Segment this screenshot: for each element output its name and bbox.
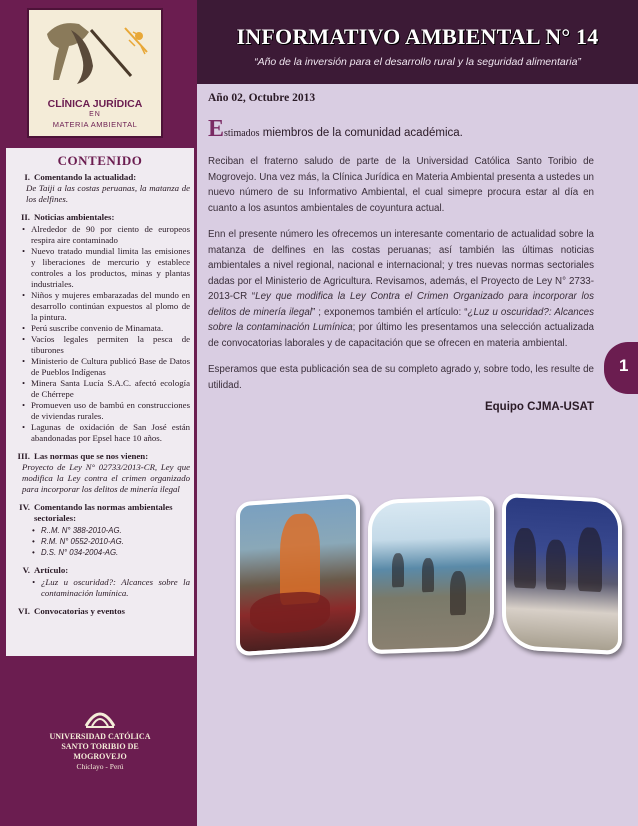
- toc-text: Proyecto de Ley N° 02733/2013-CR, Ley que modifica la Ley contra el crimen organizado para incorporar los delitos de minería ilegal: [22, 462, 190, 494]
- clinic-logo: [27, 8, 163, 138]
- logo-subtitle: MATERIA AMBIENTAL: [52, 120, 138, 129]
- photo-beach: [368, 496, 494, 654]
- toc-item: • Perú suscribe convenio de Minamata.: [22, 323, 190, 334]
- page-number: 1: [619, 356, 629, 375]
- newsletter-title: INFORMATIVO AMBIENTAL N° 14: [236, 24, 599, 49]
- logo-emblem-icon: [29, 10, 161, 100]
- toc-item: • D.S. N° 034-2004-AG.: [32, 547, 190, 558]
- drop-cap: E: [208, 116, 225, 142]
- p2-text-a: Enn el presente número les ofrecemos un interesante comentario de actualidad sobre la matanza de delfines en las costas peruanas; así también las últimas noticias ambientales a nivel regional, nacional e internacional; y tres nuevas normas sectoriales dadas por el Ministerio de Agricultura. Revisamos, además, el Proyecto de Ley N° 2733-2013-CR “: [208, 229, 594, 302]
- toc-item: • Nuevo tratado mundial limita las emisiones y liberaciones de mercurio y establece controles a los productos, minas y plantas industriales.: [22, 246, 190, 290]
- photo-fisherman: [236, 494, 360, 657]
- greeting-small: stimados: [224, 128, 260, 139]
- main-content: [208, 92, 594, 413]
- toc-item: • Lagunas de oxidación de San José están abandonadas por Epsel hace 10 años.: [22, 422, 190, 444]
- toc-num: I.: [24, 172, 30, 182]
- toc-heading: Noticias ambientales:: [34, 212, 115, 222]
- toc-heading: Las normas que se nos vienen:: [34, 451, 149, 461]
- toc-item: • Ministerio de Cultura publicó Base de Datos de Pueblos Indígenas: [22, 356, 190, 378]
- toc-section-6[interactable]: [12, 606, 190, 617]
- university-name-2: SANTO TORIBIO DE MOGROVEJO: [61, 742, 139, 761]
- toc-num: IV.: [19, 502, 30, 512]
- sidebar: [0, 0, 197, 826]
- toc-section-3[interactable]: [12, 451, 190, 495]
- newsletter-header: [197, 0, 638, 84]
- p2-text-c: ” ; exponemos también el artículo: “: [311, 306, 468, 318]
- paragraph-1: Reciban el fraterno saludo de parte de la Universidad Católica Santo Toribio de Mogrovejo. Una vez más, la Clínica Jurídica en Materia Ambiental presenta a ustedes un nuevo número de su Informativo Ambiental, el cual simepre procura estar al día en cuanto a los asuntos ambientales de coyuntura actual.: [208, 156, 594, 214]
- p2-text-d: ¿Luz u oscuridad?: Alcances sobre la contaminación Lumínica: [208, 306, 594, 333]
- logo-en: EN: [89, 111, 101, 118]
- toc-text: De Taiji a las costas peruanas, la matanza de los delfines.: [26, 183, 190, 204]
- toc-item: • Alrededor de 90 por ciento de europeos respira aire contaminado: [22, 224, 190, 246]
- toc-section-1[interactable]: [12, 172, 190, 205]
- logo-title: CLÍNICA JURÍDICA: [47, 98, 143, 110]
- university-crest-icon: [82, 706, 118, 730]
- p2-text-b: Ley que modifica la Ley Contra el Crimen Organizado para incorporar los delitos de minería ilegal: [208, 291, 594, 318]
- paragraph-2: [208, 227, 594, 351]
- toc-item: • R..M. N° 388-2010-AG.: [32, 525, 190, 536]
- p2-text-e: ; por último les presentamos una selección actualizada de convocatorias laborales y de capacitación que se ofrecen en materia ambiental.: [208, 322, 594, 349]
- toc-heading: Convocatorias y eventos: [34, 606, 125, 616]
- photo-signing: [502, 493, 622, 655]
- toc-item: • ¿Luz u oscuridad?: Alcances sobre la contaminación lumínica.: [32, 577, 190, 599]
- paragraph-3: Esperamos que esta publicación sea de su completo agrado y, sobre todo, les resulte de utilidad.: [208, 364, 594, 391]
- toc-item: • Vacíos legales permiten la pesca de tiburones: [22, 334, 190, 356]
- greeting: [208, 116, 594, 143]
- table-of-contents: [6, 148, 194, 656]
- toc-num: V.: [22, 565, 30, 575]
- issue-date: Año 02, Octubre 2013: [208, 92, 316, 104]
- toc-num: VI.: [18, 606, 30, 616]
- toc-item: • Promueven uso de bambú en construcciones de viviendas rurales.: [22, 400, 190, 422]
- toc-heading: Comentando las normas ambientales sectoriales:: [34, 502, 173, 523]
- toc-item: • Minera Santa Lucía S.A.C. afectó ecología de Chérrepe: [22, 378, 190, 400]
- greeting-text: miembros de la comunidad académica.: [259, 127, 463, 139]
- newsletter-subtitle: “Año de la inversión para el desarrollo rural y la seguridad alimentaria”: [254, 56, 581, 68]
- toc-item: • R.M. N° 0552-2010-AG.: [32, 536, 190, 547]
- university-name-1: UNIVERSIDAD CATÓLICA: [49, 732, 151, 741]
- contenido-title: CONTENIDO: [57, 153, 143, 168]
- toc-section-2[interactable]: [12, 212, 190, 444]
- university-city: Chiclayo - Perú: [76, 762, 124, 771]
- toc-num: II.: [20, 212, 30, 222]
- university-logo: [40, 706, 160, 771]
- signature: Equipo CJMA-USAT: [484, 401, 594, 413]
- toc-heading: Artículo:: [34, 565, 69, 575]
- toc-item: • Niños y mujeres embarazadas del mundo en desarrollo continúan expuestos al plomo de la pintura.: [22, 290, 190, 323]
- toc-num: III.: [17, 451, 30, 461]
- toc-heading: Comentando la actualidad:: [34, 172, 137, 182]
- toc-section-4[interactable]: [12, 502, 190, 558]
- toc-section-5[interactable]: [12, 565, 190, 599]
